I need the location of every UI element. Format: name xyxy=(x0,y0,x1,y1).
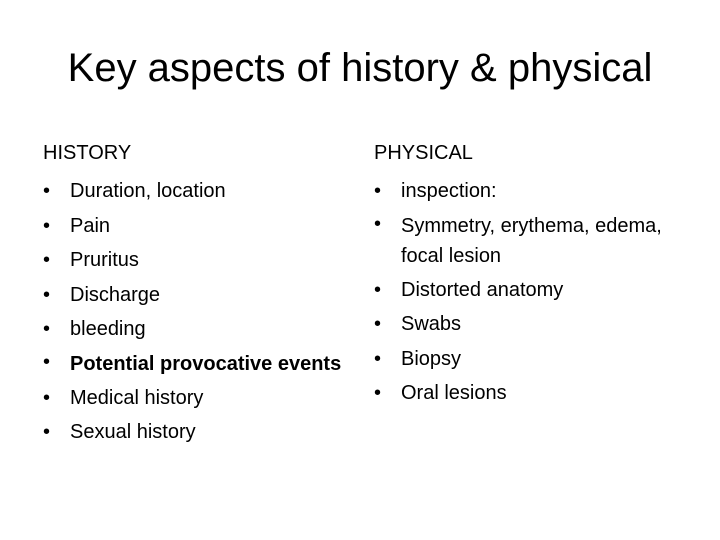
list-item xyxy=(43,312,343,347)
physical-column xyxy=(374,138,674,411)
list-item xyxy=(43,278,343,313)
list-item-text: Swabs xyxy=(401,313,462,335)
list-item-text: Medical history xyxy=(70,386,204,409)
history-list xyxy=(43,174,343,450)
list-item xyxy=(374,273,674,308)
list-item xyxy=(374,342,674,377)
list-item xyxy=(374,307,674,342)
bullet-icon: • xyxy=(374,382,382,404)
physical-list xyxy=(374,174,674,411)
list-item xyxy=(374,209,674,273)
list-item xyxy=(43,209,343,244)
history-heading: HISTORY xyxy=(43,142,132,164)
list-item-text: Biopsy xyxy=(401,347,462,370)
list-item-text: Symmetry, erythema, edema, focal lesion xyxy=(401,214,662,267)
slide-title: Key aspects of history & physical xyxy=(67,46,653,90)
bullet-icon: • xyxy=(43,386,51,409)
list-item xyxy=(43,415,343,450)
bullet-icon: • xyxy=(374,278,382,301)
list-item-text: Distorted anatomy xyxy=(401,278,564,301)
bullet-icon: • xyxy=(374,313,382,335)
bullet-icon: • xyxy=(43,214,51,237)
list-item xyxy=(43,347,343,381)
bullet-icon: • xyxy=(374,212,382,235)
history-column xyxy=(43,138,343,450)
list-item-text: Sexual history xyxy=(70,421,196,443)
bullet-icon: • xyxy=(43,283,51,306)
bullet-icon: • xyxy=(43,318,51,340)
bullet-icon: • xyxy=(43,249,51,271)
list-item-text: Potential provocative events xyxy=(70,352,342,375)
list-item xyxy=(374,376,674,411)
list-item-text: inspection: xyxy=(401,180,497,202)
list-item-text: Pruritus xyxy=(70,249,139,271)
bullet-icon: • xyxy=(374,347,382,370)
list-item-text: Pain xyxy=(70,214,111,237)
list-item-text: Discharge xyxy=(70,283,161,306)
list-item xyxy=(43,243,343,278)
bullet-icon: • xyxy=(43,180,51,202)
list-item-text: Duration, location xyxy=(70,180,226,202)
list-item xyxy=(374,174,674,209)
list-item xyxy=(43,174,343,209)
bullet-icon: • xyxy=(43,421,51,443)
physical-heading: PHYSICAL xyxy=(374,142,473,164)
list-item xyxy=(43,381,343,416)
list-item-text: Oral lesions xyxy=(401,382,507,404)
list-item-text: bleeding xyxy=(70,318,146,340)
bullet-icon: • xyxy=(374,180,382,202)
bullet-icon: • xyxy=(43,350,51,373)
